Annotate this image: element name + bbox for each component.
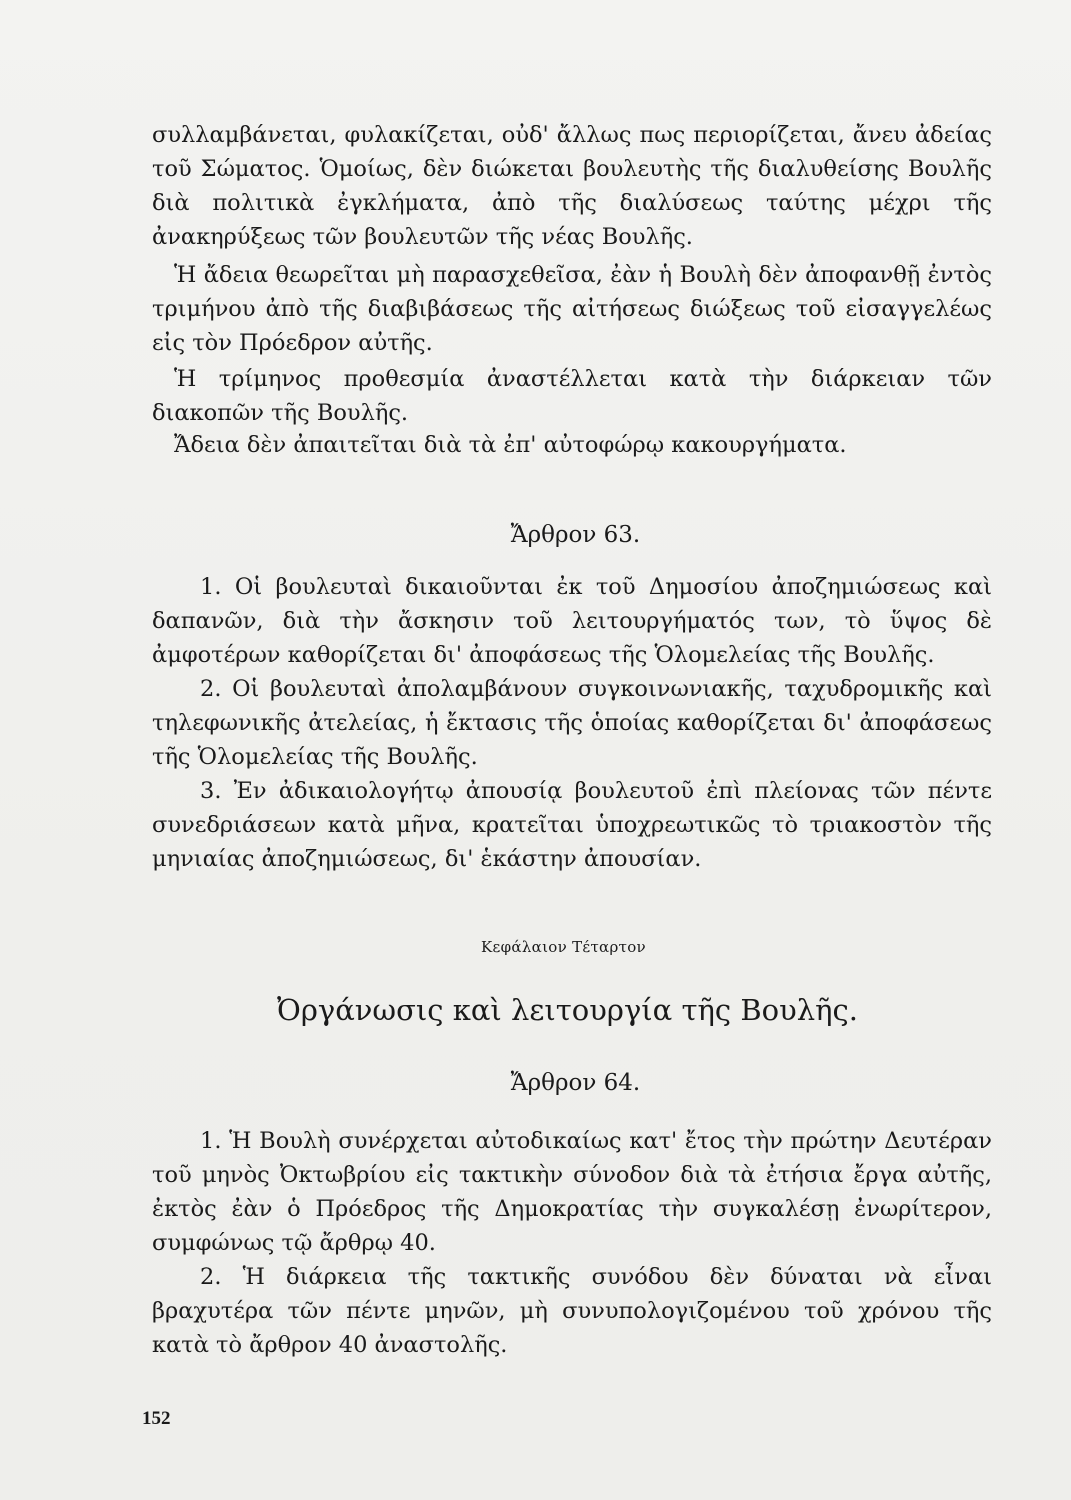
continuation-paragraph-2: Ἡ ἄδεια θεωρεῖται μὴ παρασχεθεῖσα, ἐὰν ἡ Βουλὴ δὲν ἀποφανθῇ ἐντὸς τριμήνου ἀπὸ τῆς διαβιβάσεως τῆς αἰτήσεως διώξεως τοῦ εἰσαγγελέως εἰς τὸν Πρόεδρον αὐτῆς. <box>152 262 992 356</box>
chapter-label: Κεφάλαιον Τέταρτον <box>481 938 646 956</box>
article-63-title: Ἄρθρον 63. <box>510 522 641 548</box>
chapter-title: Ὀργάνωσις καὶ λειτουργία τῆς Βουλῆς. <box>277 993 858 1027</box>
article-63-paragraph-1: 1. Οἱ βουλευταὶ δικαιοῦνται ἐκ τοῦ Δημοσίου ἀποζημιώσεως καὶ δαπανῶν, διὰ τὴν ἄσκησιν τοῦ λειτουργήματός των, τὸ ὕψος δὲ ἀμφοτέρων καθορίζεται δι' ἀποφάσεως τῆς Ὁλομελείας τῆς Βουλῆς. <box>152 574 992 668</box>
article-64-paragraph-1: 1. Ἡ Βουλὴ συνέρχεται αὐτοδικαίως κατ' ἔτος τὴν πρώτην Δευτέραν τοῦ μηνὸς Ὀκτωβρίου εἰς τακτικὴν σύνοδον διὰ τὰ ἐτήσια ἔργα αὐτῆς, ἐκτὸς ἐὰν ὁ Πρόεδρος τῆς Δημοκρατίας τὴν συγκαλέσῃ ἐνωρίτερον, συμφώνως τῷ ἄρθρῳ 40. <box>152 1128 992 1256</box>
continuation-paragraph-3: Ἡ τρίμηνος προθεσμία ἀναστέλλεται κατὰ τὴν διάρκειαν τῶν διακοπῶν τῆς Βουλῆς. <box>152 366 992 426</box>
article-63-paragraph-2: 2. Οἱ βουλευταὶ ἀπολαμβάνουν συγκοινωνιακῆς, ταχυδρομικῆς καὶ τηλεφωνικῆς ἀτελείας, ἡ ἔκτασις τῆς ὁποίας καθορίζεται δι' ἀποφάσεως τῆς Ὁλομελείας τῆς Βουλῆς. <box>152 676 992 770</box>
page-number: 152 <box>142 1408 171 1429</box>
article-64-paragraph-2: 2. Ἡ διάρκεια τῆς τακτικῆς συνόδου δὲν δύναται νὰ εἶναι βραχυτέρα τῶν πέντε μηνῶν, μὴ συνυπολογιζομένου τοῦ χρόνου τῆς κατὰ τὸ ἄρθρον 40 ἀναστολῆς. <box>152 1264 992 1358</box>
article-63-paragraph-3: 3. Ἐν ἀδικαιολογήτῳ ἀπουσίᾳ βουλευτοῦ ἐπὶ πλείονας τῶν πέντε συνεδριάσεων κατὰ μῆνα, κρατεῖται ὑποχρεωτικῶς τὸ τριακοστὸν τῆς μηνιαίας ἀποζημιώσεως, δι' ἑκάστην ἀπουσίαν. <box>152 778 992 872</box>
article-64-title: Ἄρθρον 64. <box>510 1070 641 1096</box>
continuation-paragraph-1: συλλαμβάνεται, φυλακίζεται, οὐδ' ἄλλως πως περιορίζεται, ἄνευ ἀδείας τοῦ Σώματος. Ὁμοίως, δὲν διώκεται βουλευτὴς τῆς διαλυθείσης Βουλῆς διὰ πολιτικὰ ἐγκλήματα, ἀπὸ τῆς διαλύσεως ταύτης μέχρι τῆς ἀνακηρύξεως τῶν βουλευτῶν τῆς νέας Βουλῆς. <box>152 122 992 250</box>
continuation-paragraph-4: Ἄδεια δὲν ἀπαιτεῖται διὰ τὰ ἐπ' αὐτοφώρῳ κακουργήματα. <box>174 432 847 458</box>
